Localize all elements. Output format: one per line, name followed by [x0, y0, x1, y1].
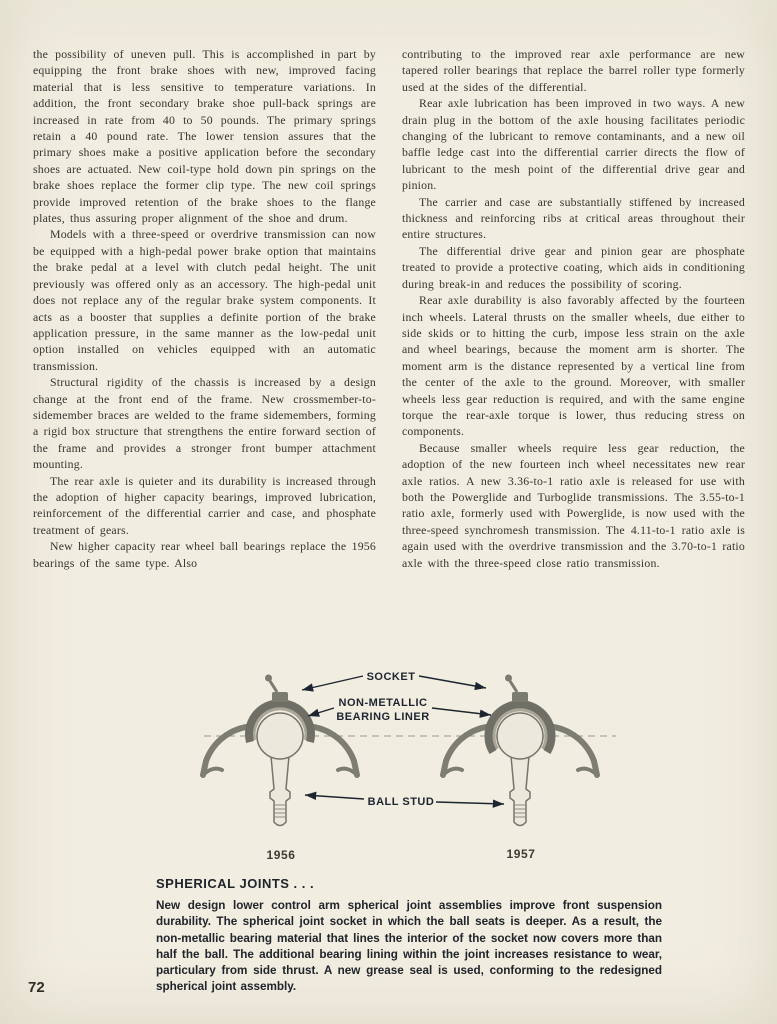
spherical-joint-figure — [0, 658, 777, 872]
right-column — [402, 46, 745, 571]
paragraph: Models with a three-speed or overdrive transmission can now be equipped with a high-pedal power brake option that maintains the brake pedal at a level with clutch pedal height. The unit previously was offered only as an accessory. The high-pedal unit does not replace any of the regular brake system components. It acts as a booster that supplies a definite portion of the brake application pressure, in the same manner as the low-pedal unit option installed on vehicles equipped with an automatic transmission. — [33, 227, 376, 373]
ball — [497, 713, 543, 759]
socket-cap — [512, 692, 528, 702]
figure-label-liner-line1: NON-METALLIC — [338, 697, 428, 709]
socket-cap — [272, 692, 288, 702]
grease-fitting-icon — [510, 681, 517, 692]
paragraph: Structural rigidity of the chassis is increased by a design change at the front end of the frame. New crossmember-to-sidemember braces are welded to the frame sidemembers, forming a rigid box structure that strengthens the entire forward section of the frame and provides a stronger front bumper attachment mounting. — [33, 375, 376, 472]
joint-1956 — [203, 675, 357, 826]
label-arrow — [432, 708, 491, 715]
grease-fitting-icon — [270, 681, 277, 692]
figure-label-ball-stud: BALL STUD — [367, 796, 435, 808]
figure-year-1956: 1956 — [266, 848, 296, 862]
left-column — [33, 46, 376, 571]
text-columns — [33, 46, 745, 571]
paragraph: the possibility of uneven pull. This is accomplished in part by equipping the front brake shoes with new, improved facing material that is less sensitive to temperature variations. In addition, the front secondary brake shoe pull-back springs are increased in rate from 40 to 50 pounds. The primary springs retain a 40 pound rate. The lower tension assures that the primary shoes make a positive application before the secondary shoes are actuated. New coil-type hold down pin springs on the brake shoes replace the former clip type. The new coil springs provide improved retention of the brake shoes to the flange plates, thus assuring proper alignment of the shoe and drum. — [33, 47, 376, 226]
label-arrow — [419, 676, 486, 688]
paragraph: The differential drive gear and pinion gear are phosphate treated to provide a protective coating, which aids in conditioning during break-in and reduces the possibility of scoring. — [402, 243, 745, 291]
paragraph: The carrier and case are substantially stiffened by increased thickness and reinforcing ribs at critical areas throughout their entire structures. — [402, 194, 745, 242]
grease-fitting-tip — [505, 675, 512, 682]
caption-body: New design lower control arm spherical joint assemblies improve front suspension durability. The spherical joint socket in which the ball seats is deeper. As a result, the non-metallic bearing material that lines the interior of the socket now covers more than half the ball. The additional bearing lining within the joint increases resistance to wear, particulary from side thrust. A new grease seal is used, conforming to the redesigned spherical joint assembly. — [156, 899, 662, 994]
joint-diagram-svg — [0, 658, 777, 872]
ball-stud-part — [510, 756, 530, 826]
ball — [257, 713, 303, 759]
ball-stud-part — [270, 756, 290, 826]
paragraph: Because smaller wheels require less gear reduction, the adoption of the new fourteen inch wheel necessitates new rear axle ratios. A new 3.36-to-1 ratio axle is released for use with both the Powerglide and Turboglide transmissions. The 3.55-to-1 ratio axle, formerly used with Powerglide, is now used with the three-speed synchromesh transmission. The 4.11-to-1 ratio axle is again used with the overdrive transmission and the 3.70-to-1 ratio axle with the three-speed close ratio transmission. — [402, 440, 745, 570]
paragraph: New higher capacity rear wheel ball bearings replace the 1956 bearings of the same type. Also — [33, 539, 376, 570]
paragraph: contributing to the improved rear axle performance are new tapered roller bearings that replace the barrel roller type formerly used at the sides of the differential. — [402, 47, 745, 94]
caption-title: SPHERICAL JOINTS . . . — [156, 876, 315, 891]
label-arrow — [305, 795, 364, 799]
figure-year-1957: 1957 — [506, 847, 536, 861]
label-arrow — [308, 708, 334, 716]
label-arrow — [436, 802, 504, 804]
label-arrow — [302, 676, 363, 690]
page-number: 72 — [28, 979, 45, 996]
grease-fitting-tip — [265, 675, 272, 682]
figure-label-liner-line2: BEARING LINER — [336, 711, 430, 723]
figure-caption — [156, 876, 662, 996]
paragraph: Rear axle durability is also favorably affected by the fourteen inch wheels. Lateral thrusts on the smaller wheels, due either to side skids or to hitting the curb, impose less strain on the axle and wheel bearings, because the moment arm is shorter. The moment arm is the distance represented by a vertical line from the center of the axle to the ground. Moreover, with smaller wheels less gear reduction is required, and with the same engine torque the rear-axle torque is lower, thus reducing stress on components. — [402, 293, 745, 439]
paragraph: Rear axle lubrication has been improved in two ways. A new drain plug in the bottom of the axle housing facilitates periodic changing of the lubricant to remove contaminants, and a new oil baffle ledge cast into the differential carrier directs the flow of lubricant to the mesh point of the differential drive gear and pinion. — [402, 96, 745, 193]
paragraph: The rear axle is quieter and its durability is increased through the adoption of higher capacity bearings, improved lubrication, reinforcement of the differential carrier and case, and phosphate treatment of gears. — [33, 473, 376, 537]
figure-label-socket: SOCKET — [366, 671, 416, 683]
